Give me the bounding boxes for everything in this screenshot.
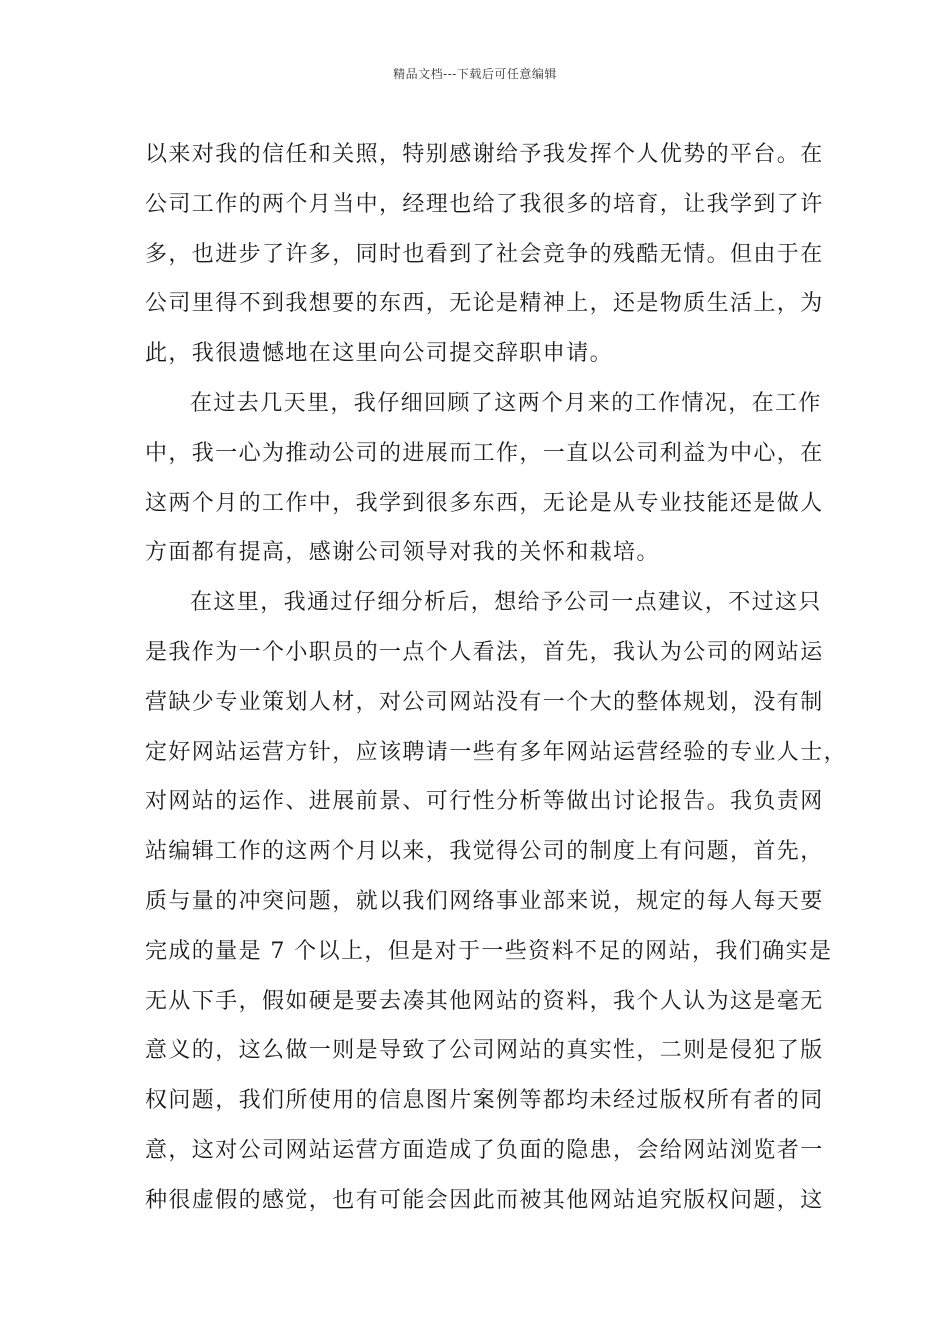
text-line: 此，我很遗憾地在这里向公司提交辞职申请。 — [145, 341, 614, 367]
text-line: 质与量的冲突问题，就以我们网络事业部来说，规定的每人每天要 — [145, 888, 824, 914]
text-line: 站编辑工作的这两个月以来，我觉得公司的制度上有问题，首先， — [145, 839, 824, 865]
text-line: 多，也进步了许多，同时也看到了社会竞争的残酷无情。但由于在 — [145, 241, 824, 267]
page-header: 精品文档---下载后可任意编辑 — [393, 67, 557, 81]
document-body — [145, 130, 848, 1226]
text-line: 以来对我的信任和关照，特别感谢给予我发挥个人优势的平台。在 — [145, 142, 824, 167]
text-line: 公司工作的两个月当中，经理也给了我很多的培育，让我学到了许 — [145, 191, 824, 217]
text-line: 种很虚假的感觉，也有可能会因此而被其他网站追究版权问题，这 — [145, 1187, 824, 1213]
text-line: 权问题，我们所使用的信息图片案例等都均未经过版权所有者的同 — [145, 1088, 824, 1114]
text-line: 方面都有提高，感谢公司领导对我的关怀和栽培。 — [145, 540, 660, 566]
text-line: 意，这对公司网站运营方面造成了负面的隐患，会给网站浏览者一 — [145, 1137, 824, 1163]
text-line: 完成的量是 7 个以上，但是对于一些资料不足的网站，我们确实是 — [145, 938, 833, 964]
text-line: 这两个月的工作中，我学到很多东西，无论是从专业技能还是做人 — [145, 490, 824, 516]
paragraph-first-line: 在这里，我通过仔细分析后，想给予公司一点建议，不过这只 — [190, 590, 822, 616]
text-line: 是我作为一个小职员的一点个人看法，首先，我认为公司的网站运 — [145, 639, 824, 665]
text-line: 无从下手，假如硬是要去凑其他网站的资料，我个人认为这是毫无 — [145, 988, 824, 1014]
paragraph-first-line: 在过去几天里，我仔细回顾了这两个月来的工作情况，在工作 — [190, 390, 822, 416]
text-line: 营缺少专业策划人材，对公司网站没有一个大的整体规划，没有制 — [145, 689, 824, 715]
text-line: 公司里得不到我想要的东西，无论是精神上，还是物质生活上，为 — [145, 291, 824, 317]
text-line: 意义的，这么做一则是导致了公司网站的真实性，二则是侵犯了版 — [145, 1038, 824, 1064]
text-line: 定好网站运营方针，应该聘请一些有多年网站运营经验的专业人士， — [145, 739, 848, 765]
text-line: 中，我一心为推动公司的进展而工作，一直以公司利益为中心，在 — [145, 440, 824, 466]
text-line: 对网站的运作、进展前景、可行性分析等做出讨论报告。我负责网 — [145, 789, 824, 815]
